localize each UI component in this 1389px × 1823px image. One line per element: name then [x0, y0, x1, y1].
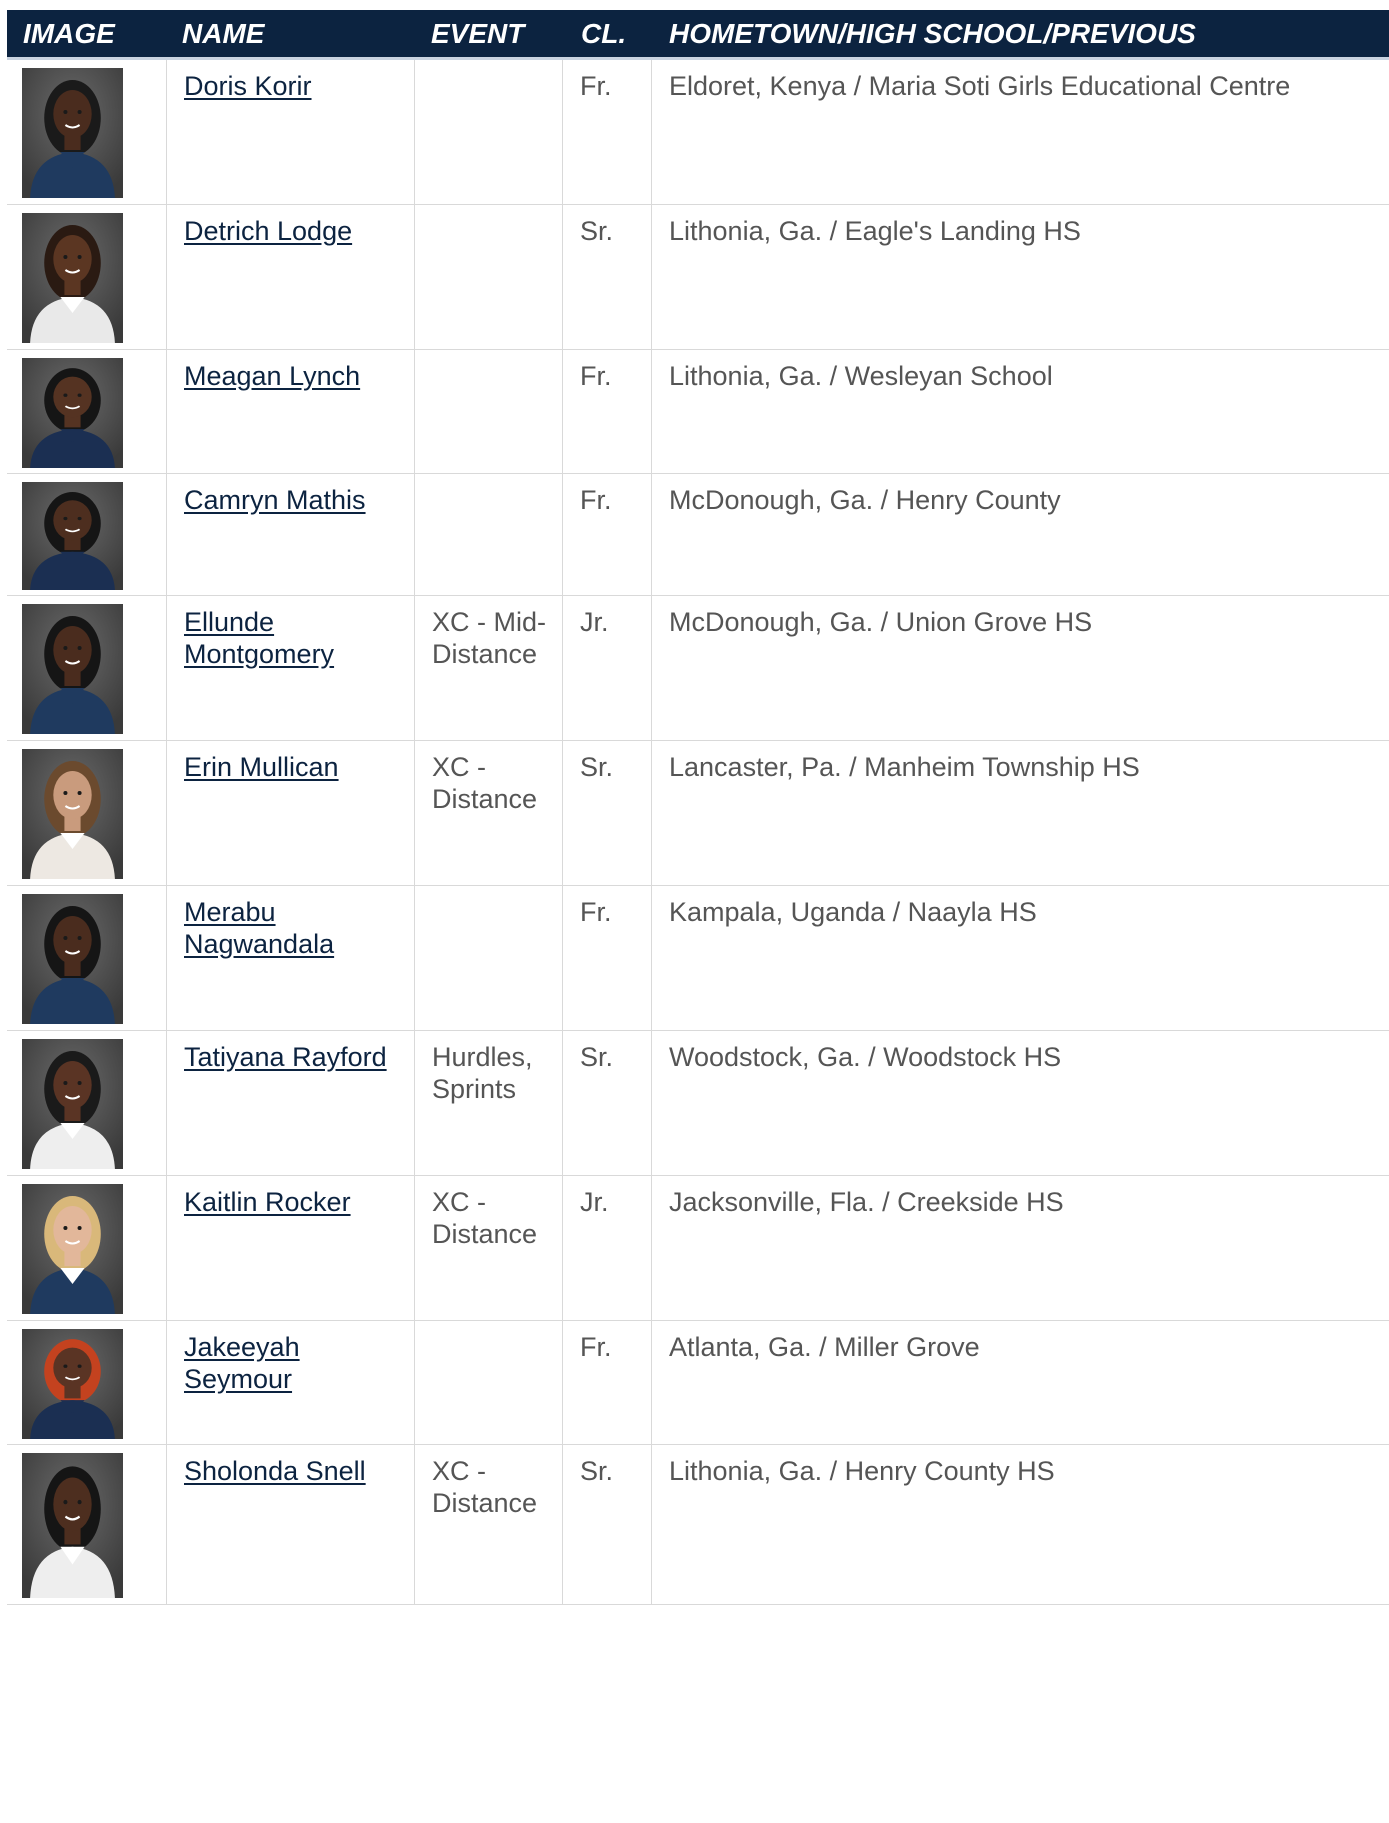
class-text: Fr.: [580, 71, 612, 101]
image-cell: [7, 741, 166, 885]
hometown-text: McDonough, Ga. / Union Grove HS: [669, 607, 1093, 637]
name-cell: [166, 350, 414, 473]
class-cell: [562, 886, 651, 1030]
name-cell: [166, 596, 414, 740]
athlete-photo[interactable]: [22, 213, 123, 343]
athlete-name-link[interactable]: Erin Mullican: [184, 752, 339, 782]
class-text: Sr.: [580, 1042, 614, 1072]
athlete-name-link[interactable]: Doris Korir: [184, 71, 312, 101]
table-row: [7, 205, 1389, 350]
table-row: [7, 596, 1389, 741]
table-row: [7, 1176, 1389, 1321]
image-cell: [7, 1321, 166, 1444]
image-cell: [7, 1176, 166, 1320]
class-text: Sr.: [580, 1456, 614, 1486]
class-cell: [562, 1321, 651, 1444]
class-cell: [562, 1031, 651, 1175]
athlete-name-link[interactable]: Jakeeyah Seymour: [184, 1332, 300, 1394]
name-cell: [166, 741, 414, 885]
hometown-text: Woodstock, Ga. / Woodstock HS: [669, 1042, 1062, 1072]
class-text: Sr.: [580, 216, 614, 246]
class-cell: [562, 1445, 651, 1604]
hometown-cell: [651, 474, 1389, 595]
athlete-photo[interactable]: [22, 1329, 123, 1439]
table-row: [7, 741, 1389, 886]
hometown-text: Lithonia, Ga. / Wesleyan School: [669, 361, 1053, 391]
athlete-photo[interactable]: [22, 604, 123, 734]
event-cell: [414, 596, 562, 740]
name-cell: [166, 1031, 414, 1175]
table-row: [7, 474, 1389, 596]
hometown-cell: [651, 596, 1389, 740]
table-header: [7, 10, 1389, 60]
name-cell: [166, 1445, 414, 1604]
class-text: Jr.: [580, 1187, 609, 1217]
hometown-cell: [651, 1176, 1389, 1320]
event-cell: [414, 474, 562, 595]
athlete-name-link[interactable]: Merabu Nagwandala: [184, 897, 335, 959]
hometown-cell: [651, 205, 1389, 349]
event-text: XC - Distance: [432, 1456, 538, 1518]
event-cell: [414, 741, 562, 885]
event-text: XC - Distance: [432, 1187, 538, 1249]
hometown-text: Jacksonville, Fla. / Creekside HS: [669, 1187, 1064, 1217]
athlete-photo[interactable]: [22, 358, 123, 468]
hometown-text: Kampala, Uganda / Naayla HS: [669, 897, 1037, 927]
image-cell: [7, 350, 166, 473]
table-body: [7, 60, 1389, 1605]
hometown-text: Eldoret, Kenya / Maria Soti Girls Educational Centre: [669, 71, 1291, 101]
header-event[interactable]: EVENT: [431, 18, 525, 49]
header-class[interactable]: CL.: [581, 18, 627, 49]
class-text: Fr.: [580, 361, 612, 391]
image-cell: [7, 1445, 166, 1604]
table-row: [7, 350, 1389, 474]
athlete-name-link[interactable]: Tatiyana Rayford: [184, 1042, 387, 1072]
hometown-text: Lancaster, Pa. / Manheim Township HS: [669, 752, 1140, 782]
hometown-cell: [651, 886, 1389, 1030]
image-cell: [7, 205, 166, 349]
hometown-cell: [651, 350, 1389, 473]
name-cell: [166, 205, 414, 349]
event-cell: [414, 350, 562, 473]
image-cell: [7, 596, 166, 740]
table-row: [7, 1445, 1389, 1605]
class-cell: [562, 60, 651, 204]
table-row: [7, 1031, 1389, 1176]
athlete-photo[interactable]: [22, 894, 123, 1024]
athlete-name-link[interactable]: Camryn Mathis: [184, 485, 366, 515]
image-cell: [7, 60, 166, 204]
event-text: XC - Distance: [432, 752, 538, 814]
athlete-name-link[interactable]: Detrich Lodge: [184, 216, 353, 246]
athlete-name-link[interactable]: Ellunde Montgomery: [184, 607, 335, 669]
hometown-text: Lithonia, Ga. / Henry County HS: [669, 1456, 1055, 1486]
event-cell: [414, 205, 562, 349]
name-cell: [166, 1321, 414, 1444]
athlete-photo[interactable]: [22, 482, 123, 590]
event-cell: [414, 1031, 562, 1175]
header-image: IMAGE: [23, 18, 115, 49]
table-row: [7, 1321, 1389, 1445]
athlete-name-link[interactable]: Meagan Lynch: [184, 361, 361, 391]
class-cell: [562, 205, 651, 349]
event-cell: [414, 886, 562, 1030]
event-cell: [414, 1321, 562, 1444]
class-text: Fr.: [580, 897, 612, 927]
athlete-photo[interactable]: [22, 1453, 123, 1598]
image-cell: [7, 1031, 166, 1175]
class-text: Fr.: [580, 1332, 612, 1362]
name-cell: [166, 474, 414, 595]
name-cell: [166, 60, 414, 204]
athlete-photo[interactable]: [22, 1039, 123, 1169]
hometown-text: Lithonia, Ga. / Eagle's Landing HS: [669, 216, 1081, 246]
athlete-name-link[interactable]: Kaitlin Rocker: [184, 1187, 351, 1217]
hometown-text: Atlanta, Ga. / Miller Grove: [669, 1332, 980, 1362]
image-cell: [7, 886, 166, 1030]
event-text: XC - Mid-Distance: [432, 607, 546, 669]
event-cell: [414, 1176, 562, 1320]
hometown-cell: [651, 60, 1389, 204]
class-text: Sr.: [580, 752, 614, 782]
event-cell: [414, 1445, 562, 1604]
image-cell: [7, 474, 166, 595]
hometown-text: McDonough, Ga. / Henry County: [669, 485, 1061, 515]
athlete-name-link[interactable]: Sholonda Snell: [184, 1456, 366, 1486]
table-row: [7, 886, 1389, 1031]
header-name[interactable]: NAME: [182, 18, 265, 49]
event-cell: [414, 60, 562, 204]
class-cell: [562, 741, 651, 885]
hometown-cell: [651, 741, 1389, 885]
class-cell: [562, 474, 651, 595]
class-text: Fr.: [580, 485, 612, 515]
event-text: Hurdles, Sprints: [432, 1042, 533, 1104]
hometown-cell: [651, 1445, 1389, 1604]
name-cell: [166, 1176, 414, 1320]
class-cell: [562, 350, 651, 473]
athlete-photo[interactable]: [22, 749, 123, 879]
athlete-photo[interactable]: [22, 1184, 123, 1314]
name-cell: [166, 886, 414, 1030]
hometown-cell: [651, 1031, 1389, 1175]
roster-table: [7, 10, 1389, 1605]
table-row: [7, 60, 1389, 205]
hometown-cell: [651, 1321, 1389, 1444]
class-text: Jr.: [580, 607, 609, 637]
athlete-photo[interactable]: [22, 68, 123, 198]
class-cell: [562, 1176, 651, 1320]
header-hometown[interactable]: HOMETOWN/HIGH SCHOOL/PREVIOUS: [669, 18, 1196, 49]
class-cell: [562, 596, 651, 740]
